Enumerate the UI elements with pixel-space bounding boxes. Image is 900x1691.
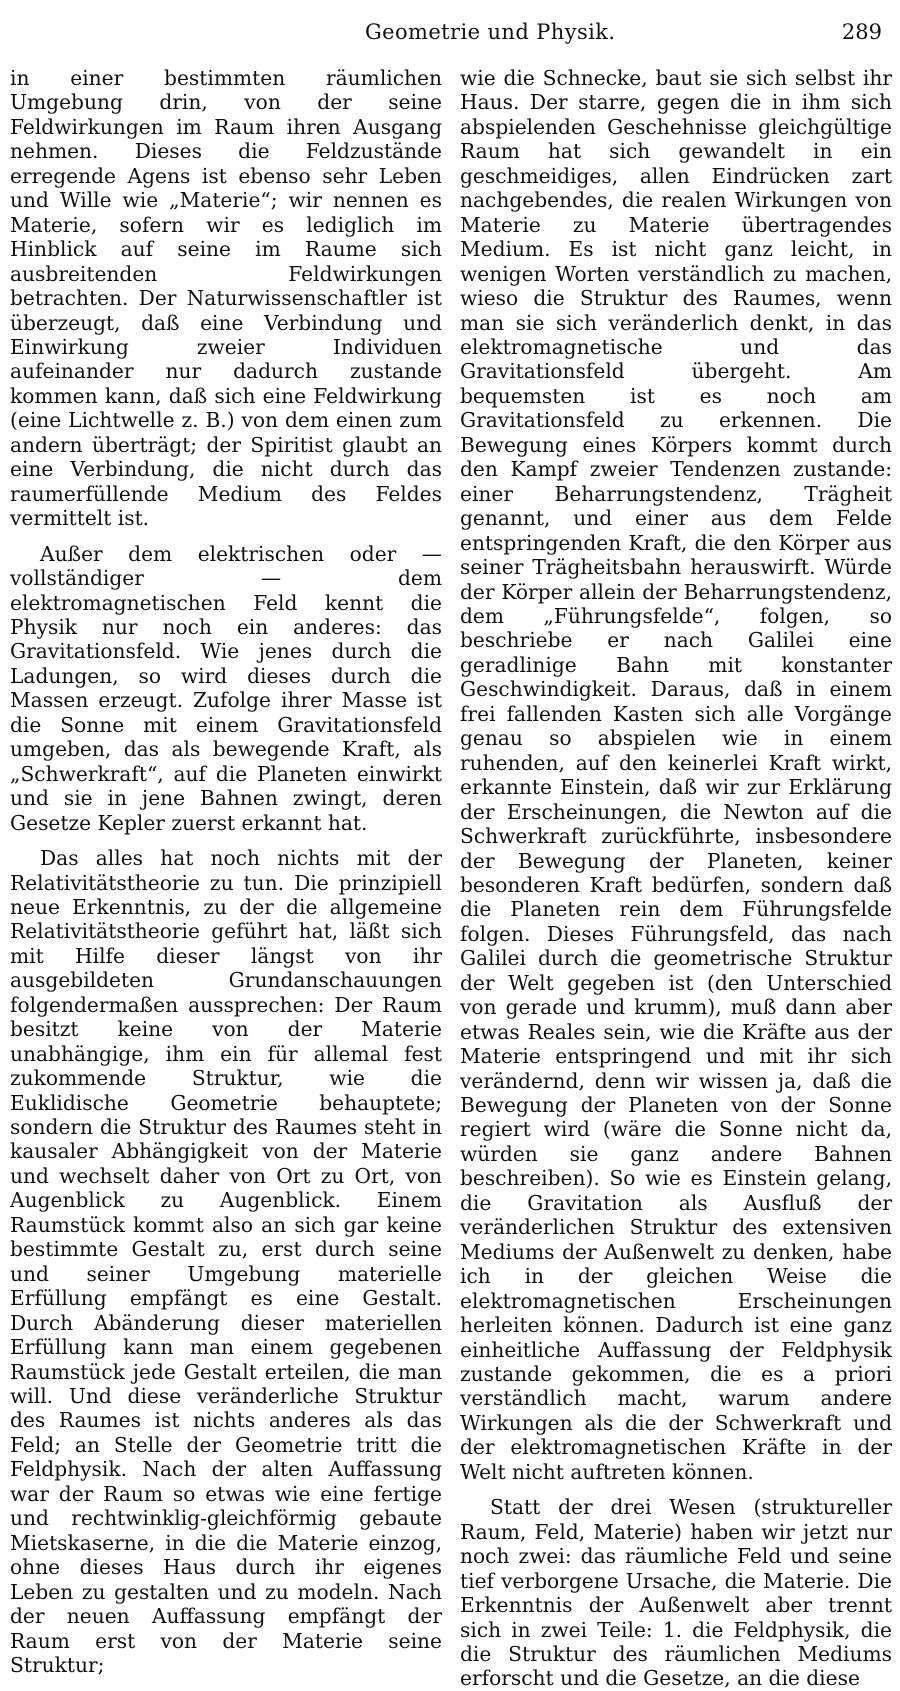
running-title: Geometrie und Physik. [365, 20, 616, 44]
right-column [460, 66, 892, 1691]
page-header [0, 16, 900, 52]
paragraph-left-3: Das alles hat noch nichts mit der Relativitätstheorie zu tun. Die prinzipiell neue Erkenntnis, zu der die allgemeine Relativitätstheorie geführt hat, läßt sich mit Hilfe dieser längst von ihr ausgebildeten Grundanschauungen folgendermaßen aussprechen: Der Raum besitzt keine von der Materie unabhängige, ihm ein für allemal fest zukommende Struktur, wie die Euklidische Geometrie behauptete; sondern die Struktur des Raumes steht in kausaler Abhängigkeit von der Materie und wechselt daher von Ort zu Ort, von Augenblick zu Augenblick. Einem Raumstück kommt also an sich gar keine bestimmte Gestalt zu, erst durch seine und seiner Umgebung materielle Erfüllung empfängt es eine Gestalt. Durch Abänderung dieser materiellen Erfüllung kann man einem gegebenen Raumstück jede Gestalt erteilen, die man will. Und diese veränderliche Struktur des Raumes ist nichts anderes als das Feld; an Stelle der Geometrie tritt die Feldphysik. Nach der alten Auffassung war der Raum so etwas wie eine fertige und rechtwinklig-gleichförmig gebaute Mietskaserne, in die die Materie einzog, ohne dieses Haus durch ihr eigenes Leben zu gestalten und zu modeln. Nach der neuen Auffassung empfängt der Raum erst von der Materie seine Struktur; [10, 846, 442, 1677]
paragraph-left-2: Außer dem elektrischen oder — vollständiger — dem elektromagnetischen Feld kennt die Physik nur noch ein anderes: das Gravitationsfeld. Wie jenes durch die Ladungen, so wird dieses durch die Massen erzeugt. Zufolge ihrer Masse ist die Sonne mit einem Gravitationsfeld umgeben, das als bewegende Kraft, als „Schwerkraft“, auf die Planeten einwirkt und sie in jene Bahnen zwingt, deren Gesetze Kepler zuerst erkannt hat. [10, 541, 442, 835]
paragraph-left-1: in einer bestimmten räumlichen Umgebung drin, von der seine Feldwirkungen im Raum ihren Ausgang nehmen. Dieses die Feldzustände erregende Agens ist ebenso sehr Leben und Wille wie „Materie“; wir nennen es Materie, sofern wir es lediglich im Hinblick auf seine im Raume sich ausbreitenden Feldwirkungen betrachten. Der Naturwissenschaftler ist überzeugt, daß eine Verbindung und Einwirkung zweier Individuen aufeinander nur dadurch zustande kommen kann, daß sich eine Feldwirkung (eine Lichtwelle z. B.) von dem einen zum andern überträgt; der Spiritist glaubt an eine Verbindung, die nicht durch das raumerfüllende Medium des Feldes vermittelt ist. [10, 66, 442, 531]
paragraph-right-1: wie die Schnecke, baut sie sich selbst ihr Haus. Der starre, gegen die in ihm sich abspielenden Geschehnisse gleichgültige Raum hat sich gewandelt in ein geschmeidiges, allen Eindrücken zart nachgebendes, die realen Wirkungen von Materie zu Materie übertragendes Medium. Es ist nicht ganz leicht, in wenigen Worten verständlich zu machen, wieso die Struktur des Raumes, wenn man sie sich veränderlich denkt, in das elektromagnetische und das Gravitationsfeld übergeht. Am bequemsten ist es noch am Gravitationsfeld zu erkennen. Die Bewegung eines Körpers kommt durch den Kampf zweier Tendenzen zustande: einer Beharrungstendenz, Trägheit genannt, und einer aus dem Felde entspringenden Kraft, die den Körper aus seiner Trägheitsbahn herauswirft. Würde der Körper allein der Beharrungstendenz, dem „Führungsfelde“, folgen, so beschriebe er nach Galilei eine geradlinige Bahn mit konstanter Geschwindigkeit. Daraus, daß in einem frei fallenden Kasten sich alle Vorgänge genau so abspielen wie in einem ruhenden, auf den keinerlei Kraft wirkt, erkannte Einstein, daß wir zur Erklärung der Erscheinungen, die Newton auf die Schwerkraft zurückführte, insbesondere der Bewegung der Planeten, keiner besonderen Kraft bedürfen, sondern daß die Planeten rein dem Führungsfelde folgen. Dieses Führungsfeld, das nach Galilei durch die geometrische Struktur der Welt gegeben ist (den Unterschied von gerade und krumm), muß dann aber etwas Reales sein, wie die Kräfte aus der Materie entspringend und mit ihr sich verändernd, denn wir wissen ja, daß die Bewegung der Planeten von der Sonne regiert wird (wäre die Sonne nicht da, würden sie ganz andere Bahnen beschreiben). So wie es Einstein gelang, die Gravitation als Ausfluß der veränderlichen Struktur des extensiven Mediums der Außenwelt zu denken, habe ich in der gleichen Weise die elektromagnetischen Erscheinungen herleiten können. Dadurch ist eine ganz einheitliche Auffassung der Feldphysik zustande gekommen, die es a priori verständlich macht, warum andere Wirkungen als die der Schwerkraft und der elektromagnetischen Kräfte in der Welt nicht auftreten können. [460, 66, 892, 1484]
paragraph-right-2: Statt der drei Wesen (struktureller Raum, Feld, Materie) haben wir jetzt nur noch zwei: das räumliche Feld und seine tief verborgene Ursache, die Materie. Die Erkenntnis der Außenwelt aber trennt sich in zwei Teile: 1. die Feldphysik, die die Struktur des räumlichen Mediums erforscht und die Gesetze, an die diese [460, 1495, 892, 1691]
page-number: 289 [841, 20, 882, 44]
left-column [10, 66, 442, 1677]
